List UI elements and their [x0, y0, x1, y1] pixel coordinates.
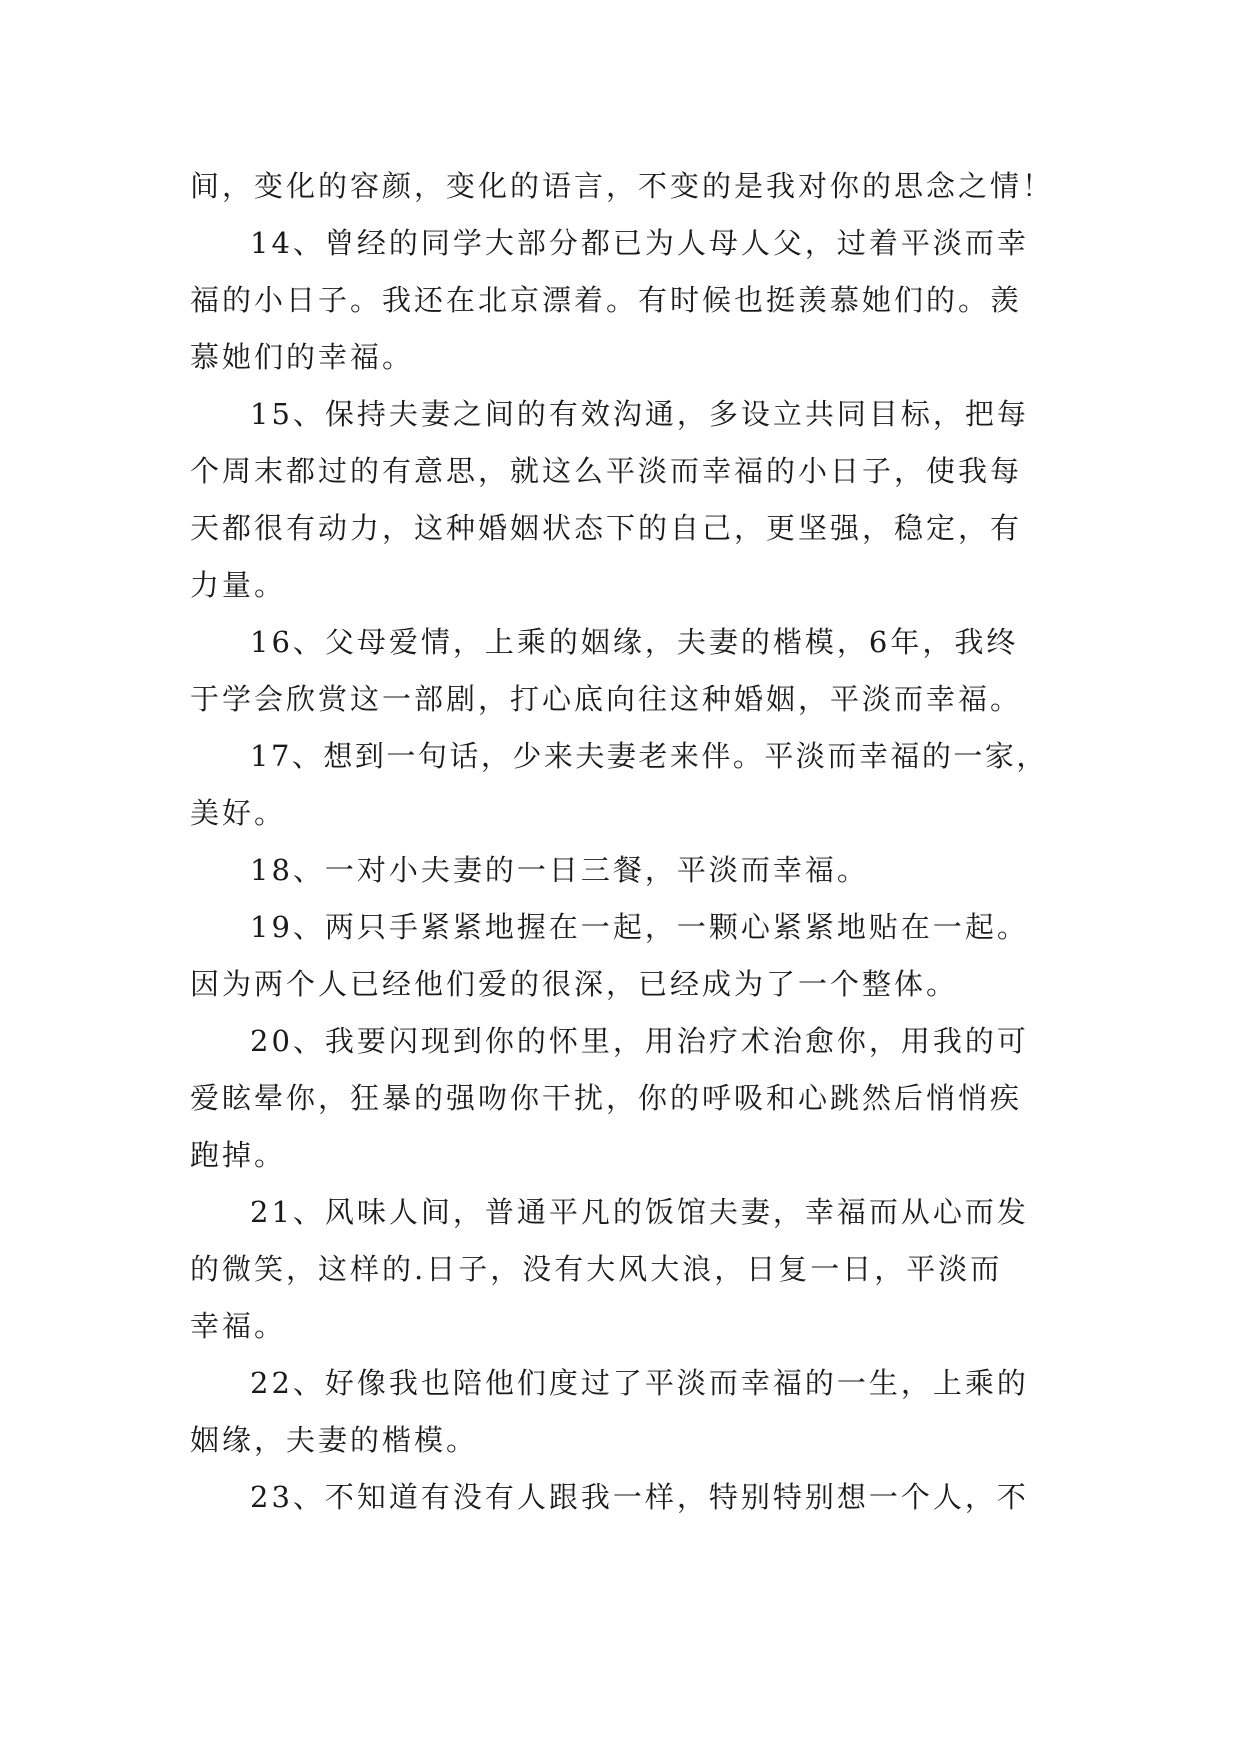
text-line: 20、我要闪现到你的怀里，用治疗术治愈你，用我的可 — [250, 1024, 1029, 1058]
text-line: 22、好像我也陪他们度过了平淡而幸福的一生，上乘的 — [250, 1366, 1029, 1400]
text-line: 17、想到一句话，少来夫妻老来伴。平淡而幸福的一家， — [250, 739, 1048, 773]
text-line: 个周末都过的有意思，就这么平淡而幸福的小日子，使我每 — [190, 454, 1023, 488]
text-line: 23、不知道有没有人跟我一样，特别特别想一个人，不 — [250, 1480, 1029, 1514]
text-line: 14、曾经的同学大部分都已为人母人父，过着平淡而幸 — [250, 226, 1029, 260]
text-line: 间，变化的容颜，变化的语言，不变的是我对你的思念之情！ — [190, 169, 1055, 203]
text-line: 慕她们的幸福。 — [190, 340, 415, 374]
text-line: 美好。 — [190, 796, 287, 830]
text-line: 福的小日子。我还在北京漂着。有时候也挺羡慕她们的。羡 — [190, 283, 1023, 317]
text-line: 15、保持夫妻之间的有效沟通，多设立共同目标，把每 — [250, 397, 1029, 431]
text-line: 18、一对小夫妻的一日三餐，平淡而幸福。 — [250, 853, 869, 887]
text-line: 的微笑，这样的.日子，没有大风大浪，日复一日，平淡而 — [190, 1252, 1003, 1286]
text-line: 因为两个人已经他们爱的很深，已经成为了一个整体。 — [190, 967, 959, 1001]
text-line: 跑掉。 — [190, 1138, 287, 1172]
text-line: 爱眩晕你，狂暴的强吻你干扰，你的呼吸和心跳然后悄悄疾 — [190, 1081, 1023, 1115]
text-line: 力量。 — [190, 568, 287, 602]
text-line: 姻缘，夫妻的楷模。 — [190, 1423, 479, 1457]
text-line: 21、风味人间，普通平凡的饭馆夫妻，幸福而从心而发 — [250, 1195, 1029, 1229]
text-line: 幸福。 — [190, 1309, 287, 1343]
text-line: 19、两只手紧紧地握在一起，一颗心紧紧地贴在一起。 — [250, 910, 1029, 944]
text-line: 于学会欣赏这一部剧，打心底向往这种婚姻，平淡而幸福。 — [190, 682, 1023, 716]
text-line: 天都很有动力，这种婚姻状态下的自己，更坚强，稳定，有 — [190, 511, 1023, 545]
text-line: 16、父母爱情，上乘的姻缘，夫妻的楷模，6年，我终 — [250, 625, 1019, 659]
